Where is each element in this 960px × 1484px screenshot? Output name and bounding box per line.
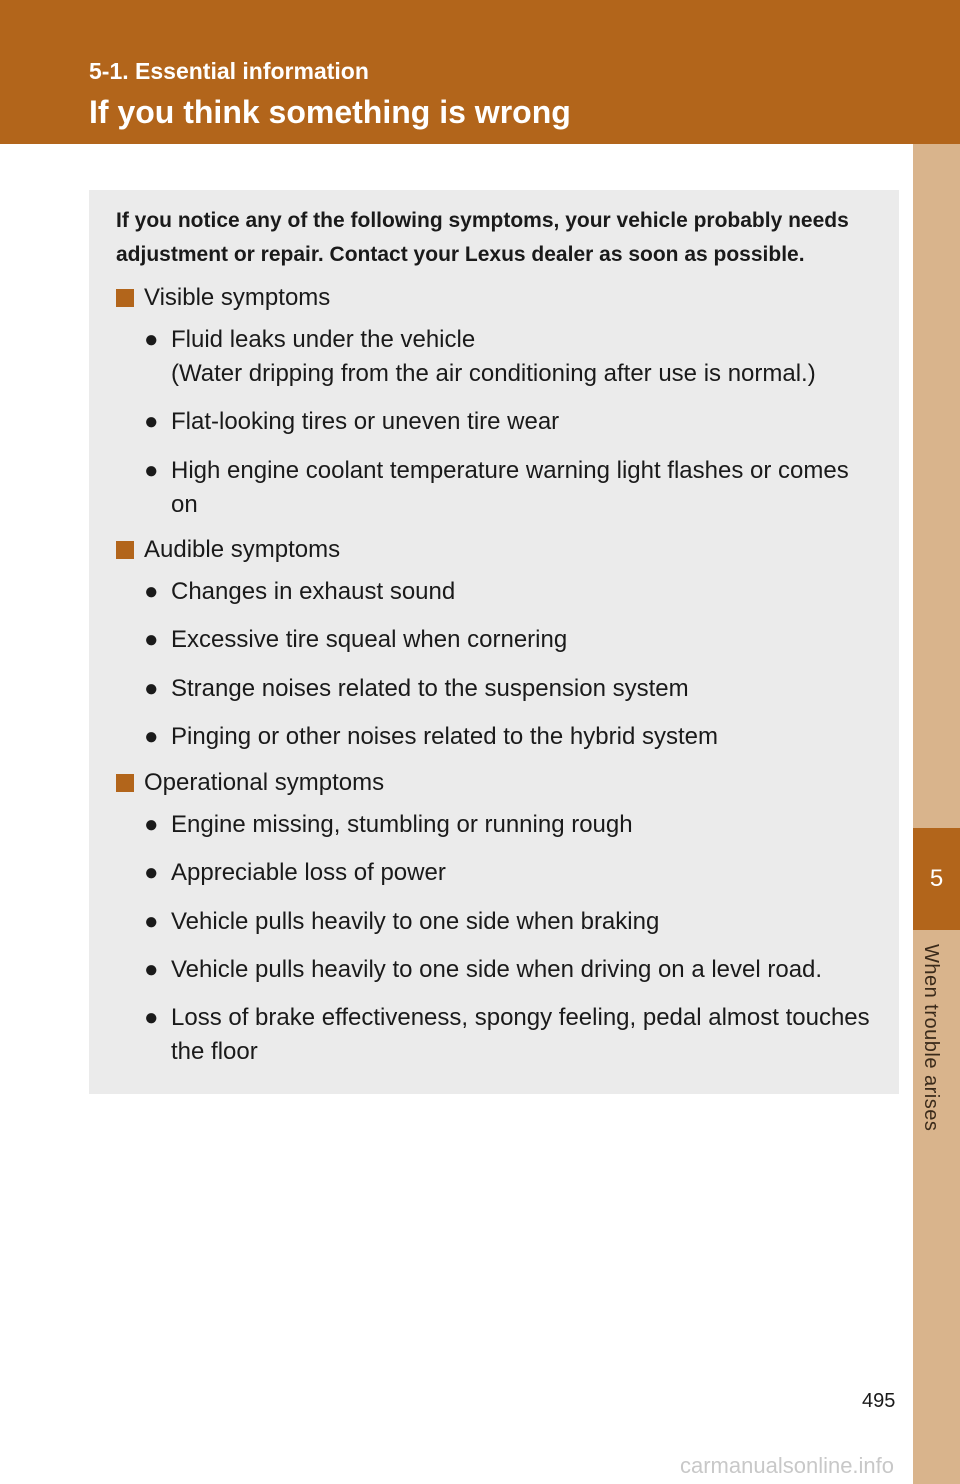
- group-heading-operational: [116, 769, 384, 797]
- bullet-icon: ●: [144, 956, 159, 983]
- list-item-text: Pinging or other noises related to the hybrid system: [171, 723, 718, 750]
- group-heading-visible: [116, 284, 330, 312]
- list-item-note: (Water dripping from the air conditioning after use is normal.): [171, 360, 816, 387]
- bullet-icon: ●: [144, 1004, 159, 1031]
- bullet-icon: ●: [144, 326, 159, 353]
- bullet-icon: ●: [144, 908, 159, 935]
- chapter-name: When trouble arises: [920, 944, 942, 1132]
- watermark: carmanualsonline.info: [680, 1453, 895, 1478]
- list-item-text: Excessive tire squeal when cornering: [171, 626, 568, 653]
- list-item: [144, 856, 874, 890]
- intro-text: If you notice any of the following symptoms, your vehicle probably needs adjustment or repair. Contact your Lexus dealer as soon as possible.: [116, 209, 849, 266]
- list-item-text: Vehicle pulls heavily to one side when braking: [171, 908, 660, 935]
- list-item: [144, 720, 874, 754]
- bullet-icon: ●: [144, 457, 159, 484]
- bullet-icon: ●: [144, 811, 159, 838]
- list-item-text: Changes in exhaust sound: [171, 578, 456, 605]
- bullet-icon: ●: [144, 626, 159, 653]
- chapter-tab[interactable]: [913, 828, 960, 930]
- list-item-text: Fluid leaks under the vehicle: [171, 326, 476, 353]
- group-heading-label: Operational symptoms: [144, 769, 385, 796]
- list-item-text: Flat-looking tires or uneven tire wear: [171, 408, 560, 435]
- page-number: 495: [862, 1390, 896, 1412]
- bullet-icon: ●: [144, 859, 159, 886]
- page-title: If you think something is wrong: [89, 94, 571, 130]
- chapter-number: 5: [929, 865, 944, 892]
- group-heading-label: Audible symptoms: [144, 536, 341, 563]
- list-item-text: Strange noises related to the suspension system: [171, 675, 689, 702]
- section-label: 5-1. Essential information: [89, 58, 369, 84]
- square-bullet-icon: [116, 289, 134, 307]
- square-bullet-icon: [116, 774, 134, 792]
- list-item-text: Appreciable loss of power: [171, 859, 446, 886]
- bullet-icon: ●: [144, 723, 159, 750]
- list-item: [144, 454, 874, 522]
- list-item: [144, 623, 874, 657]
- list-item-text: Vehicle pulls heavily to one side when driving on a level road.: [171, 956, 823, 983]
- list-item-text: High engine coolant temperature warning light flashes or comes on: [171, 457, 849, 518]
- list-item: [144, 1001, 874, 1069]
- square-bullet-icon: [116, 541, 134, 559]
- list-item-text: Loss of brake effectiveness, spongy feeling, pedal almost touches the floor: [171, 1004, 870, 1065]
- bullet-icon: ●: [144, 408, 159, 435]
- group-heading-label: Visible symptoms: [144, 284, 331, 311]
- bullet-icon: ●: [144, 675, 159, 702]
- list-item-text: Engine missing, stumbling or running rough: [171, 811, 633, 838]
- list-item: [144, 808, 874, 842]
- list-item: [144, 323, 874, 391]
- list-item: [144, 905, 874, 939]
- bullet-icon: ●: [144, 578, 159, 605]
- list-item: [144, 953, 874, 987]
- header-bar: [0, 0, 960, 144]
- side-strip: [913, 144, 960, 1484]
- list-item: [144, 405, 874, 439]
- list-item: [144, 672, 874, 706]
- list-item: [144, 575, 874, 609]
- group-heading-audible: [116, 536, 340, 564]
